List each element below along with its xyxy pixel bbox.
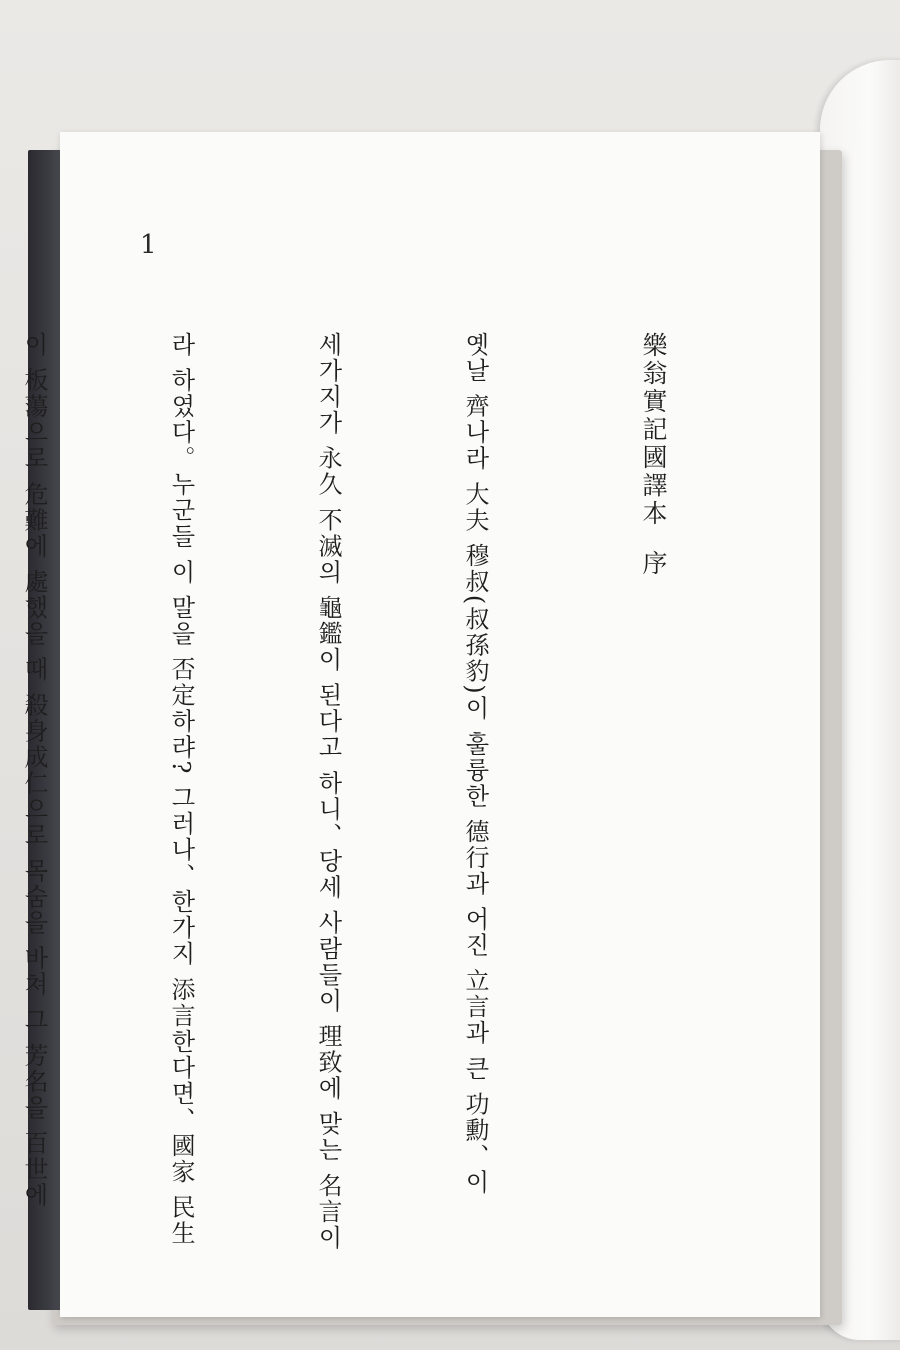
text-column: 세가지가 永久 不滅의 龜鑑이 된다고 하니、당세 사람들이 理致에 맞는 名言이 bbox=[314, 332, 342, 1251]
text-column: 이 板蕩으로 危難에 處했을 때 殺身成仁으로 목숨을 바쳐 그 芳名을 百世에 bbox=[20, 332, 48, 1209]
text-column: 라 하였다。누군들 이 말을 否定하랴? 그러나、한가지 添言한다면、國家 民生 bbox=[167, 332, 195, 1247]
text-column: 옛날 齊나라 大夫 穆叔(叔孫豹)이 훌륭한 德行과 어진 立言과 큰 功勳、이 bbox=[461, 332, 489, 1196]
book-page bbox=[20, 132, 820, 1317]
page-number: 1 bbox=[140, 230, 157, 260]
preface-title: 樂翁實記國譯本 序 bbox=[639, 332, 668, 578]
vertical-text-block bbox=[0, 332, 776, 1251]
